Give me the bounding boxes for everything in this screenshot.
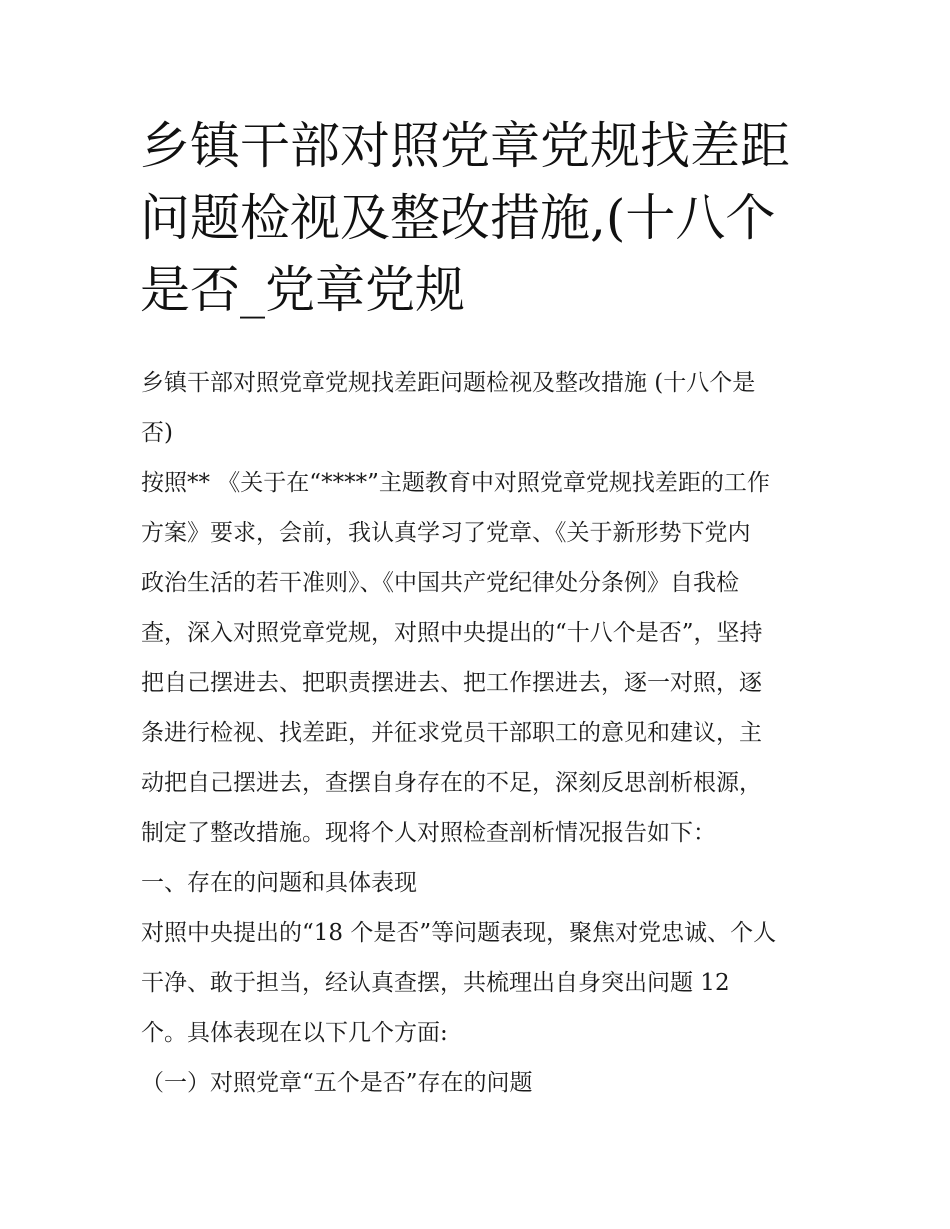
paragraph-line: 把自己摆进去、把职责摆进去、把工作摆进去，逐一对照，逐 (141, 670, 762, 696)
subtitle-line: 否) (141, 420, 173, 446)
title-line: 乡镇干部对照党章党规找差距 (140, 117, 790, 175)
paragraph-line: 个。具体表现在以下几个方面: (141, 1020, 448, 1046)
document-body (141, 358, 821, 1108)
subtitle-line: 乡镇干部对照党章党规找差距问题检视及整改措施 (十八个是 (141, 370, 756, 396)
subsection-heading: （一）对照党章“五个是否”存在的问题 (141, 1070, 533, 1096)
paragraph-line: 政治生活的若干准则》、《中国共产党纪律处分条例》自我检 (141, 570, 739, 596)
paragraph-line: 查，深入对照党章党规，对照中央提出的“十八个是否”，坚持 (141, 620, 763, 646)
paragraph-line: 对照中央提出的“18 个是否”等问题表现，聚焦对党忠诚、个人 (141, 920, 777, 946)
paragraph-line: 制定了整改措施。现将个人对照检查剖析情况报告如下： (141, 820, 716, 846)
section-heading: 一、存在的问题和具体表现 (141, 870, 417, 896)
title-line: 是否_党章党规 (140, 261, 465, 319)
paragraph-line: 按照** 《关于在“****”主题教育中对照党章党规找差距的工作 (141, 470, 770, 496)
paragraph-line: 条进行检视、找差距，并征求党员干部职工的意见和建议，主 (141, 720, 762, 746)
paragraph-line: 动把自己摆进去，查摆自身存在的不足，深刻反思剖析根源， (141, 770, 762, 796)
document-title (140, 110, 820, 326)
paragraph-line: 干净、敢于担当，经认真查摆，共梳理出自身突出问题 12 (141, 970, 730, 996)
paragraph-line: 方案》要求，会前，我认真学习了党章、《关于新形势下党内 (141, 520, 751, 546)
title-line: 问题检视及整改措施,(十八个 (140, 189, 776, 247)
